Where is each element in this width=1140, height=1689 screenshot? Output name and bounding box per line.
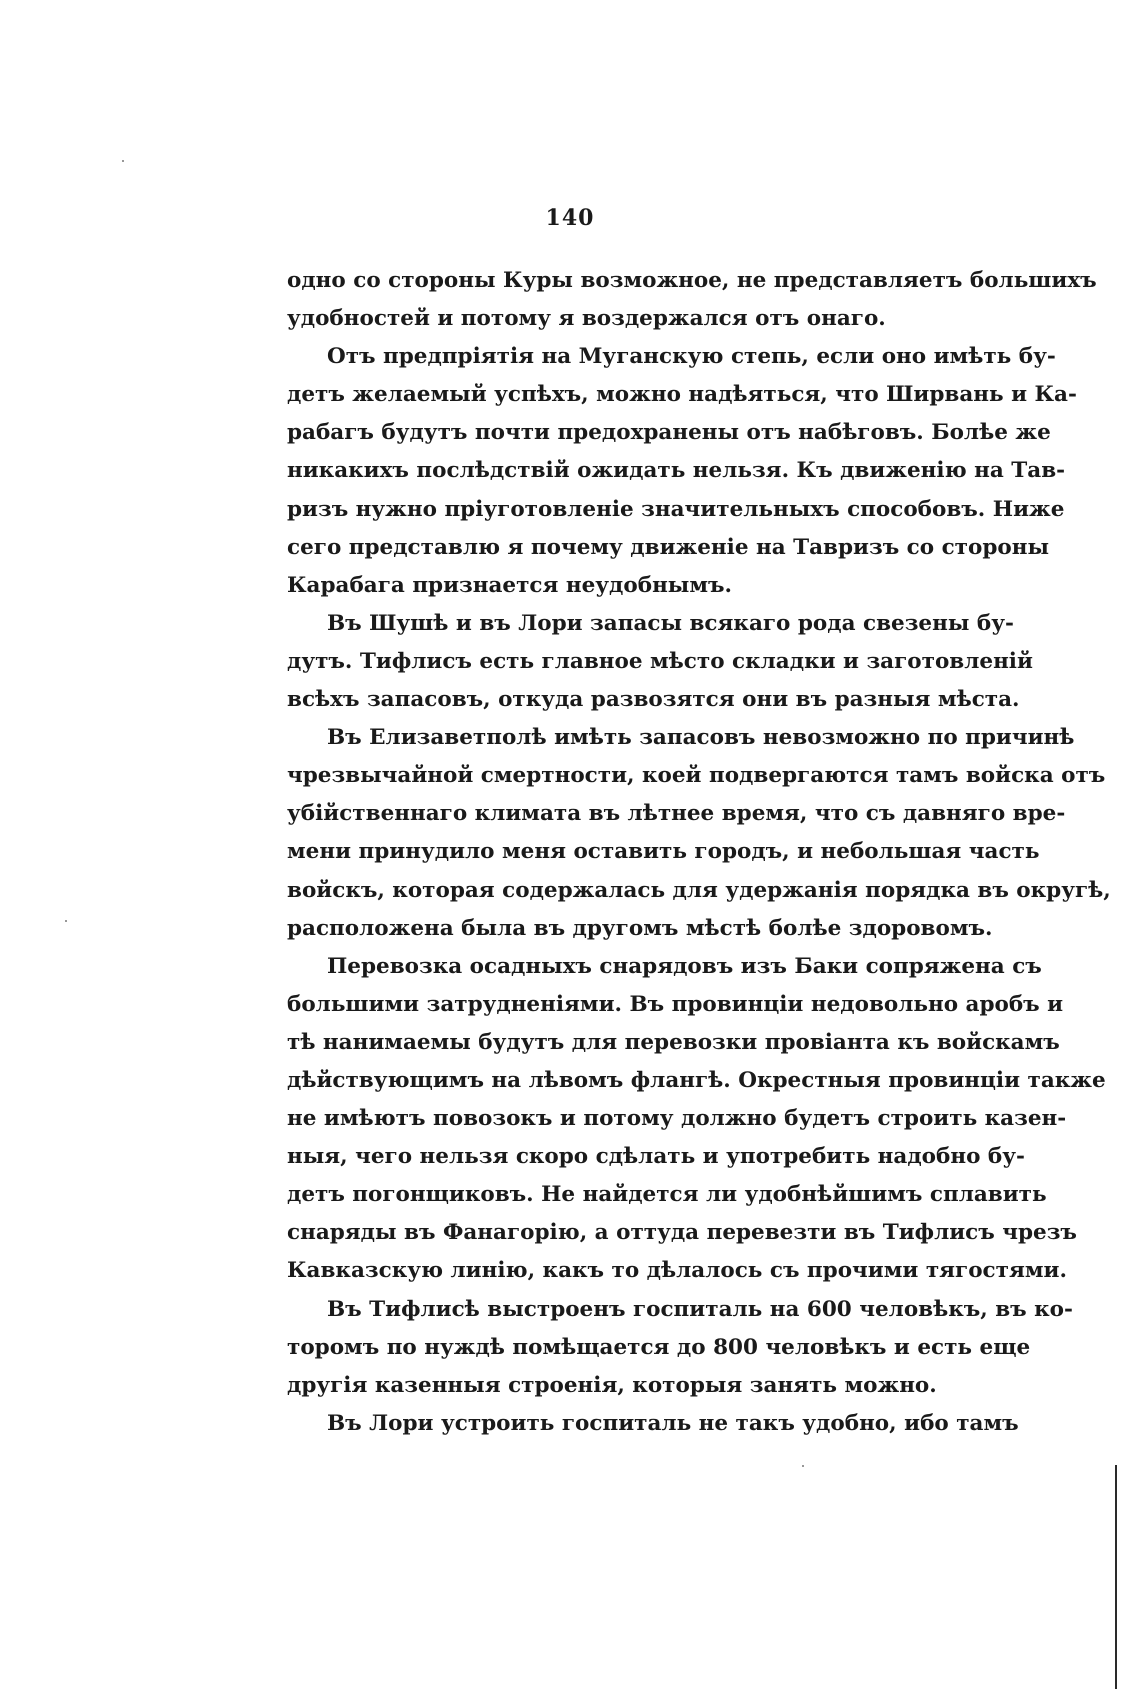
text-line: большими затрудненіями. Въ провинціи недовольно аробъ и xyxy=(287,991,1064,1017)
text-line: никакихъ послѣдствій ожидать нельзя. Къ движенію на Тав- xyxy=(287,458,1066,484)
text-line: рабагъ будутъ почти предохранены отъ набѣговъ. Болѣе же xyxy=(287,420,1051,446)
text-line: одно со стороны Куры возможное, не представляетъ большихъ xyxy=(287,268,1097,293)
text-line: другія казенныя строенія, которыя занять можно. xyxy=(287,1372,937,1398)
text-line: снаряды въ Фанагорію, а оттуда перевезти въ Тифлисъ чрезъ xyxy=(287,1220,1077,1246)
page-number: 140 xyxy=(545,205,595,231)
text-line: детъ желаемый успѣхъ, можно надѣяться, что Ширвань и Ка- xyxy=(287,382,1077,408)
text-line: удобностей и потому я воздержался отъ онаго. xyxy=(287,306,886,332)
text-line: дутъ. Тифлисъ есть главное мѣсто складки и заготовленій xyxy=(287,648,1033,674)
text-line: всѣхъ запасовъ, откуда развозятся они въ разныя мѣста. xyxy=(287,687,1020,713)
text-line: мени принудило меня оставить городъ, и небольшая часть xyxy=(287,839,1040,865)
text-line: Отъ предпріятія на Муганскую степь, если оно имѣть бу- xyxy=(327,344,1056,370)
text-line: не имѣютъ повозокъ и потому должно будетъ строить казен- xyxy=(287,1106,1067,1132)
scan-speck xyxy=(802,1465,804,1467)
text-line: торомъ по нуждѣ помѣщается до 800 человѣкъ и есть еще xyxy=(287,1334,1031,1360)
text-line: Перевозка осадныхъ снарядовъ изъ Баки сопряжена съ xyxy=(327,953,1042,979)
text-line: Въ Шушѣ и въ Лори запасы всякаго рода свезены бу- xyxy=(327,610,1014,636)
text-line: Въ Тифлисѣ выстроенъ госпиталь на 600 человѣкъ, въ ко- xyxy=(327,1296,1073,1322)
text-line: расположена была въ другомъ мѣстѣ болѣе здоровомъ. xyxy=(287,915,993,941)
text-line: дѣйствующимъ на лѣвомъ флангѣ. Окрестныя провинціи также xyxy=(287,1067,1106,1093)
text-line: убійственнаго климата въ лѣтнее время, что съ давняго вре- xyxy=(287,801,1066,827)
text-line: сего представлю я почему движеніе на Тавризъ со стороны xyxy=(287,534,1050,560)
page-edge-line xyxy=(1115,1465,1117,1689)
text-line: ныя, чего нельзя скоро сдѣлать и употребить надобно бу- xyxy=(287,1144,1025,1170)
text-line: Карабага признается неудобнымъ. xyxy=(287,572,733,598)
text-line: ризъ нужно пріуготовленіе значительныхъ способовъ. Ниже xyxy=(287,496,1065,522)
scan-speck xyxy=(122,160,124,162)
body-text xyxy=(287,262,1111,1443)
text-line: Кавказскую линію, какъ то дѣлалось съ прочими тягостями. xyxy=(287,1258,1067,1284)
text-line: тѣ нанимаемы будутъ для перевозки провіанта къ войскамъ xyxy=(287,1029,1060,1055)
text-line: Въ Лори устроить госпиталь не такъ удобно, ибо тамъ xyxy=(327,1410,1019,1436)
scan-speck xyxy=(65,920,67,922)
text-line: войскъ, которая содержалась для удержанія порядка въ округѣ, xyxy=(287,877,1111,903)
text-line: Въ Елизаветполѣ имѣть запасовъ невозможно по причинѣ xyxy=(327,725,1075,751)
text-line: чрезвычайной смертности, коей подвергаются тамъ войска отъ xyxy=(287,763,1106,789)
text-line: детъ погонщиковъ. Не найдется ли удобнѣйшимъ сплавить xyxy=(287,1182,1047,1208)
